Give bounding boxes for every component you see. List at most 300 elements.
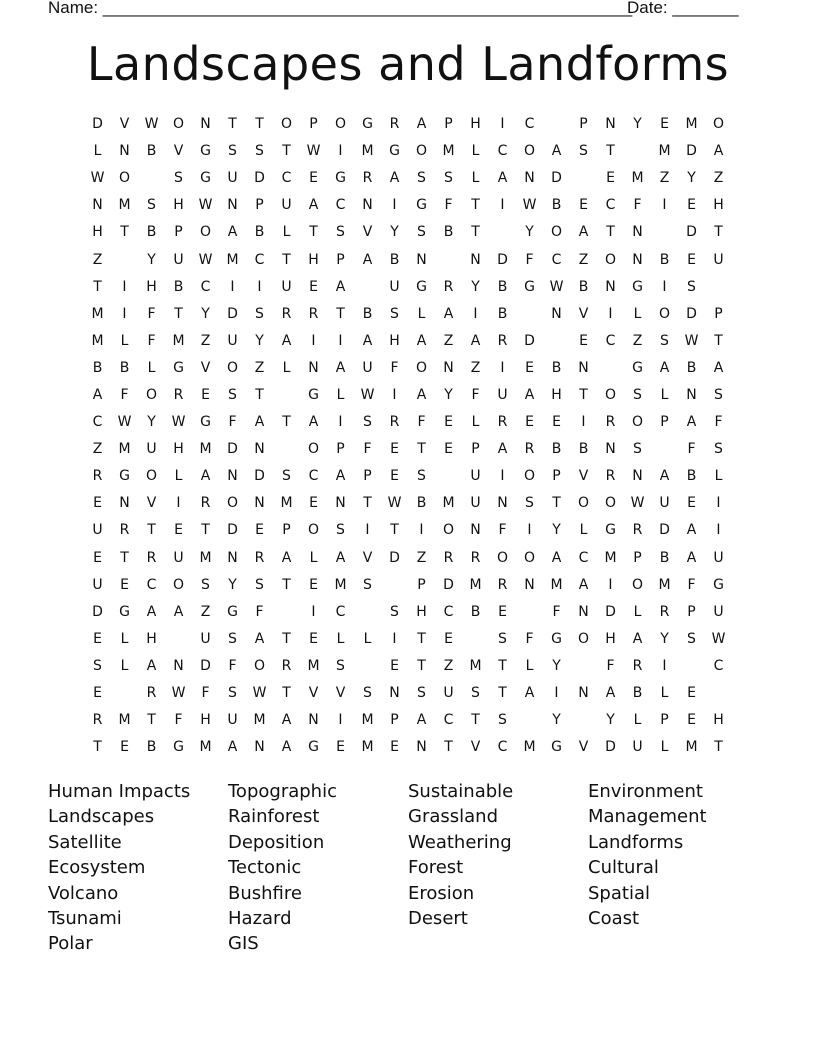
grid-letter: U: [470, 468, 481, 485]
grid-letter: A: [308, 414, 319, 431]
grid-letter: O: [253, 657, 266, 674]
grid-letter: E: [390, 657, 399, 674]
grid-letter: Y: [687, 170, 696, 187]
grid-letter: C: [146, 576, 157, 593]
grid-letter: E: [687, 712, 696, 729]
grid-letter: E: [579, 197, 588, 214]
grid-letter: Y: [552, 712, 561, 729]
grid-letter: U: [173, 251, 184, 268]
word-list-item: Landforms: [588, 831, 684, 853]
grid-letter: P: [255, 197, 264, 214]
grid-letter: B: [578, 441, 589, 458]
grid-letter: N: [200, 116, 211, 133]
grid-letter: F: [471, 386, 480, 403]
grid-letter: I: [608, 576, 613, 593]
grid-row: [84, 463, 734, 490]
grid-letter: H: [416, 603, 427, 620]
grid-letter: L: [660, 739, 669, 756]
grid-letter: Y: [552, 522, 561, 539]
grid-letter: S: [390, 603, 399, 620]
grid-letter: M: [118, 441, 131, 458]
grid-letter: C: [605, 332, 616, 349]
grid-letter: I: [554, 685, 559, 702]
grid-letter: W: [198, 197, 213, 214]
grid-letter: Z: [254, 359, 265, 376]
grid-letter: T: [471, 224, 480, 241]
grid-letter: N: [578, 359, 589, 376]
grid-letter: C: [92, 414, 103, 431]
grid-letter: B: [119, 359, 130, 376]
grid-letter: T: [471, 712, 480, 729]
grid-letter: P: [417, 576, 426, 593]
grid-letter: A: [335, 278, 346, 295]
grid-letter: A: [416, 386, 427, 403]
grid-letter: L: [471, 170, 480, 187]
grid-letter: W: [549, 278, 564, 295]
grid-letter: T: [714, 332, 723, 349]
grid-letter: S: [444, 170, 453, 187]
grid-letter: [651, 436, 678, 463]
grid-letter: I: [392, 630, 397, 647]
word-list-item: Satellite: [48, 831, 122, 853]
grid-letter: T: [471, 197, 480, 214]
grid-letter: E: [93, 495, 102, 512]
grid-letter: S: [174, 170, 183, 187]
grid-letter: M: [442, 143, 455, 160]
grid-letter: G: [416, 278, 427, 295]
grid-letter: M: [631, 170, 644, 187]
grid-letter: Y: [660, 630, 669, 647]
grid-letter: T: [417, 630, 426, 647]
grid-letter: P: [471, 441, 480, 458]
grid-letter: [354, 274, 381, 301]
word-list-item: Grassland: [408, 806, 498, 828]
grid-letter: N: [416, 251, 427, 268]
grid-letter: H: [470, 116, 481, 133]
grid-letter: E: [120, 739, 129, 756]
grid-letter: T: [282, 630, 291, 647]
grid-letter: N: [173, 657, 184, 674]
grid-letter: A: [713, 359, 724, 376]
grid-letter: A: [281, 549, 292, 566]
grid-letter: I: [392, 386, 397, 403]
grid-letter: U: [281, 197, 292, 214]
grid-letter: M: [307, 657, 320, 674]
grid-letter: E: [444, 414, 453, 431]
grid-letter: R: [632, 522, 643, 539]
grid-letter: I: [122, 305, 127, 322]
grid-letter: S: [714, 386, 723, 403]
grid-letter: N: [254, 495, 265, 512]
grid-letter: G: [119, 603, 130, 620]
grid-letter: P: [552, 468, 561, 485]
grid-letter: W: [117, 414, 132, 431]
grid-letter: O: [415, 359, 428, 376]
grid-letter: B: [659, 251, 670, 268]
grid-letter: O: [280, 116, 293, 133]
grid-letter: N: [92, 197, 103, 214]
grid-letter: R: [281, 305, 292, 322]
word-list-item: GIS: [228, 933, 259, 955]
grid-letter: F: [228, 657, 237, 674]
name-field-label: Name: ________________________________________________________: [48, 0, 633, 17]
grid-letter: M: [658, 143, 671, 160]
grid-letter: E: [93, 549, 102, 566]
grid-letter: A: [254, 414, 265, 431]
grid-letter: H: [146, 630, 157, 647]
grid-letter: S: [336, 522, 345, 539]
grid-letter: O: [172, 116, 185, 133]
grid-letter: Y: [525, 224, 534, 241]
grid-letter: C: [254, 251, 265, 268]
grid-letter: D: [686, 305, 697, 322]
grid-letter: I: [338, 143, 343, 160]
grid-letter: I: [662, 657, 667, 674]
grid-letter: E: [309, 170, 318, 187]
grid-letter: O: [631, 414, 644, 431]
grid-letter: D: [497, 251, 508, 268]
grid-letter: [624, 138, 651, 165]
grid-letter: M: [361, 712, 374, 729]
grid-letter: S: [579, 143, 588, 160]
grid-letter: T: [282, 251, 291, 268]
grid-letter: A: [335, 549, 346, 566]
grid-row: [84, 328, 734, 355]
grid-letter: O: [226, 495, 239, 512]
grid-letter: A: [146, 603, 157, 620]
grid-letter: T: [282, 576, 291, 593]
grid-letter: A: [416, 712, 427, 729]
grid-letter: F: [444, 197, 453, 214]
grid-letter: L: [660, 685, 669, 702]
grid-letter: A: [686, 414, 697, 431]
grid-letter: R: [497, 576, 508, 593]
grid-letter: S: [417, 685, 426, 702]
grid-row: [84, 680, 734, 707]
grid-letter: T: [606, 224, 615, 241]
grid-letter: I: [500, 116, 505, 133]
grid-letter: P: [282, 522, 291, 539]
grid-letter: D: [524, 332, 535, 349]
grid-row: [84, 165, 734, 192]
grid-letter: H: [713, 197, 724, 214]
grid-letter: T: [444, 739, 453, 756]
grid-letter: N: [605, 116, 616, 133]
grid-letter: U: [92, 522, 103, 539]
grid-letter: P: [633, 549, 642, 566]
grid-letter: W: [360, 386, 375, 403]
grid-letter: A: [281, 332, 292, 349]
grid-letter: B: [92, 359, 103, 376]
grid-letter: E: [201, 386, 210, 403]
grid-letter: B: [443, 224, 454, 241]
grid-letter: P: [660, 414, 669, 431]
grid-letter: M: [226, 251, 239, 268]
grid-letter: E: [687, 685, 696, 702]
grid-letter: B: [497, 278, 508, 295]
grid-letter: A: [281, 712, 292, 729]
grid-letter: Y: [552, 657, 561, 674]
grid-letter: L: [120, 657, 129, 674]
grid-letter: A: [632, 630, 643, 647]
word-list-item: Volcano: [48, 882, 119, 904]
grid-letter: A: [281, 739, 292, 756]
grid-letter: I: [716, 495, 721, 512]
word-list-item: Human Impacts: [48, 781, 191, 802]
grid-letter: G: [632, 359, 643, 376]
word-list-item: Environment: [588, 781, 703, 802]
grid-letter: N: [632, 224, 643, 241]
grid-letter: L: [633, 603, 642, 620]
grid-letter: V: [362, 549, 373, 566]
grid-letter: W: [171, 685, 186, 702]
grid-letter: E: [687, 251, 696, 268]
grid-letter: B: [686, 468, 697, 485]
grid-letter: R: [632, 657, 643, 674]
grid-letter: [516, 707, 543, 734]
grid-letter: R: [605, 468, 616, 485]
grid-letter: [570, 165, 597, 192]
grid-letter: G: [551, 739, 562, 756]
word-list-item: Sustainable: [408, 781, 514, 802]
grid-letter: A: [524, 386, 535, 403]
grid-letter: Y: [147, 414, 156, 431]
grid-letter: A: [254, 630, 265, 647]
grid-letter: A: [362, 332, 373, 349]
grid-row: [84, 111, 734, 138]
grid-letter: T: [228, 116, 237, 133]
grid-row: [84, 301, 734, 328]
grid-letter: A: [416, 332, 427, 349]
grid-letter: Y: [633, 116, 642, 133]
grid-letter: S: [228, 685, 237, 702]
grid-letter: S: [363, 414, 372, 431]
grid-letter: C: [335, 197, 346, 214]
grid-letter: C: [524, 116, 535, 133]
grid-row: [84, 192, 734, 219]
grid-letter: [165, 626, 192, 653]
grid-letter: A: [389, 170, 400, 187]
grid-letter: I: [419, 522, 424, 539]
grid-letter: B: [173, 278, 184, 295]
grid-letter: T: [282, 143, 291, 160]
grid-letter: B: [497, 305, 508, 322]
word-list-item: Polar: [48, 933, 93, 955]
grid-letter: W: [387, 495, 402, 512]
grid-letter: W: [144, 116, 159, 133]
grid-letter: G: [308, 739, 319, 756]
grid-letter: C: [497, 739, 508, 756]
grid-letter: O: [604, 251, 617, 268]
grid-letter: A: [659, 359, 670, 376]
grid-letter: O: [604, 386, 617, 403]
grid-letter: M: [199, 549, 212, 566]
grid-letter: Z: [578, 251, 589, 268]
grid-letter: V: [362, 224, 373, 241]
grid-letter: S: [147, 197, 156, 214]
grid-letter: D: [686, 224, 697, 241]
grid-letter: G: [362, 116, 373, 133]
grid-letter: F: [363, 441, 372, 458]
letter-grid: [84, 111, 734, 761]
grid-letter: G: [173, 359, 184, 376]
grid-letter: H: [92, 224, 103, 241]
grid-letter: L: [120, 332, 129, 349]
grid-letter: L: [282, 224, 291, 241]
grid-letter: N: [524, 576, 535, 593]
grid-letter: G: [632, 278, 643, 295]
grid-letter: I: [338, 332, 343, 349]
grid-letter: H: [713, 712, 724, 729]
grid-letter: V: [578, 305, 589, 322]
grid-letter: E: [525, 414, 534, 431]
grid-letter: Z: [443, 332, 454, 349]
grid-letter: B: [578, 278, 589, 295]
grid-row: [84, 545, 734, 572]
grid-letter: B: [551, 441, 562, 458]
grid-letter: O: [604, 495, 617, 512]
grid-row: [84, 219, 734, 246]
grid-letter: R: [200, 495, 211, 512]
grid-letter: B: [362, 305, 373, 322]
grid-letter: R: [389, 414, 400, 431]
grid-letter: N: [551, 305, 562, 322]
grid-letter: E: [255, 522, 264, 539]
word-list-item: Tsunami: [48, 908, 122, 930]
grid-letter: O: [199, 224, 212, 241]
word-list-item: Rainforest: [228, 806, 320, 828]
word-list: [48, 779, 768, 957]
grid-letter: T: [174, 305, 183, 322]
grid-letter: T: [147, 712, 156, 729]
grid-letter: R: [659, 603, 670, 620]
grid-letter: T: [498, 685, 507, 702]
grid-letter: L: [120, 630, 129, 647]
grid-letter: P: [714, 305, 723, 322]
grid-letter: W: [522, 197, 537, 214]
grid-letter: [273, 436, 300, 463]
grid-letter: D: [605, 603, 616, 620]
word-list-item: Coast: [588, 908, 640, 930]
grid-letter: S: [390, 305, 399, 322]
grid-letter: O: [415, 143, 428, 160]
grid-letter: N: [524, 170, 535, 187]
grid-letter: H: [146, 278, 157, 295]
grid-letter: U: [227, 332, 238, 349]
grid-letter: Z: [92, 441, 103, 458]
grid-letter: Z: [659, 170, 670, 187]
grid-letter: R: [497, 414, 508, 431]
grid-letter: E: [93, 685, 102, 702]
grid-letter: Z: [416, 549, 427, 566]
grid-letter: U: [443, 685, 454, 702]
grid-letter: N: [443, 359, 454, 376]
grid-letter: N: [227, 468, 238, 485]
grid-letter: M: [604, 549, 617, 566]
grid-letter: M: [280, 495, 293, 512]
grid-letter: Y: [606, 712, 615, 729]
grid-letter: G: [605, 522, 616, 539]
grid-letter: O: [226, 359, 239, 376]
grid-letter: D: [254, 468, 265, 485]
grid-letter: I: [500, 197, 505, 214]
grid-letter: H: [173, 197, 184, 214]
grid-letter: S: [687, 630, 696, 647]
grid-letter: S: [471, 685, 480, 702]
grid-letter: U: [470, 495, 481, 512]
grid-letter: A: [308, 197, 319, 214]
grid-letter: B: [470, 603, 481, 620]
grid-row: [84, 653, 734, 680]
grid-letter: E: [390, 468, 399, 485]
grid-letter: U: [146, 441, 157, 458]
grid-letter: N: [119, 495, 130, 512]
grid-letter: M: [118, 712, 131, 729]
grid-letter: T: [120, 549, 129, 566]
grid-letter: S: [255, 576, 264, 593]
grid-letter: I: [500, 359, 505, 376]
grid-letter: S: [228, 630, 237, 647]
grid-letter: G: [416, 197, 427, 214]
grid-letter: Y: [390, 224, 399, 241]
grid-letter: N: [632, 468, 643, 485]
grid-letter: G: [524, 278, 535, 295]
grid-letter: T: [579, 386, 588, 403]
grid-letter: D: [92, 116, 103, 133]
grid-letter: N: [470, 251, 481, 268]
grid-letter: G: [173, 739, 184, 756]
grid-letter: S: [687, 278, 696, 295]
grid-row: [84, 274, 734, 301]
grid-letter: O: [307, 522, 320, 539]
grid-letter: D: [659, 522, 670, 539]
grid-letter: V: [470, 739, 481, 756]
grid-letter: S: [714, 441, 723, 458]
grid-letter: O: [577, 630, 590, 647]
grid-letter: T: [714, 224, 723, 241]
grid-letter: F: [525, 251, 534, 268]
grid-letter: A: [227, 224, 238, 241]
date-field-label: Date: _______: [627, 0, 739, 17]
grid-letter: I: [176, 495, 181, 512]
grid-letter: F: [687, 576, 696, 593]
grid-letter: O: [631, 576, 644, 593]
grid-letter: O: [334, 116, 347, 133]
grid-letter: L: [579, 522, 588, 539]
grid-letter: E: [120, 576, 129, 593]
grid-letter: I: [230, 278, 235, 295]
page-title: Landscapes and Landforms: [86, 37, 730, 91]
grid-letter: A: [335, 359, 346, 376]
grid-letter: F: [201, 685, 210, 702]
grid-letter: A: [362, 251, 373, 268]
grid-letter: [435, 463, 462, 490]
grid-letter: C: [443, 712, 454, 729]
grid-letter: G: [200, 170, 211, 187]
grid-letter: E: [309, 495, 318, 512]
grid-letter: O: [442, 522, 455, 539]
grid-letter: P: [309, 116, 318, 133]
grid-letter: [354, 599, 381, 626]
grid-letter: [111, 247, 138, 274]
grid-letter: T: [552, 495, 561, 512]
grid-letter: S: [633, 386, 642, 403]
grid-letter: V: [119, 116, 130, 133]
grid-letter: I: [257, 278, 262, 295]
grid-letter: F: [174, 712, 183, 729]
grid-letter: T: [255, 386, 264, 403]
grid-letter: B: [686, 359, 697, 376]
